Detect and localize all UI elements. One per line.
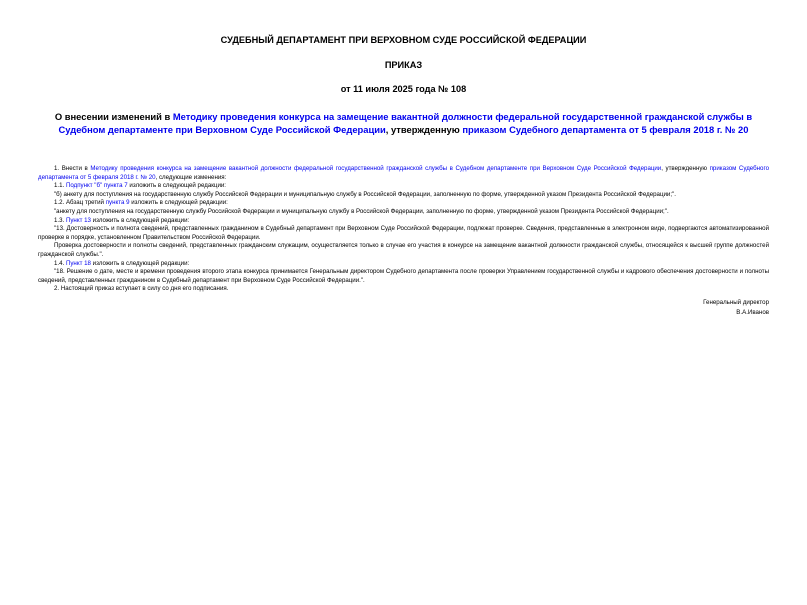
title-middle: , утвержденную	[385, 124, 463, 135]
paragraph-1-2-text: "анкету для поступления на государственную службу Российской Федерации и муниципальную службу в Российской Федерации, заполненную по форме, утвержденной указом Президента Российской Федерации;".	[54, 207, 669, 215]
paragraph-1-1-suffix: изложить в следующей редакции:	[127, 182, 227, 190]
order-link[interactable]: приказом Судебного департамента от 5 февраля 2018 г. № 20	[38, 165, 769, 181]
paragraph-1-2	[38, 199, 769, 208]
point-9-link[interactable]: пункта 9	[105, 199, 130, 207]
signatory-position: Генеральный директор	[703, 298, 769, 306]
signature-block	[38, 298, 769, 318]
document-type: ПРИКАЗ	[384, 60, 423, 70]
paragraph-1-mid: , утвержденную	[661, 165, 710, 172]
paragraph-1-1-prefix: 1.1.	[54, 182, 66, 190]
point-18-link[interactable]: Пункт 18	[65, 259, 91, 267]
paragraph-1-1-text: "б) анкету для поступления на государственную службу Российской Федерации и муниципальную службу в Российской Федерации, заполненную по форме, утвержденной указом Президента Российской Федерации;".	[54, 190, 676, 198]
document-date-number: от 11 июля 2025 года № 108	[340, 84, 467, 94]
document-title	[44, 110, 763, 136]
document-page	[0, 34, 807, 605]
signatory-name: В.А.Иванов	[736, 308, 769, 316]
subpoint-b-link[interactable]: Подпункт "б"	[65, 182, 103, 190]
paragraph-1-3-prefix: 1.3.	[54, 216, 66, 224]
paragraph-1-3-text-2: Проверка достоверности и полноты сведений, представленных гражданским служащим, осуществляется только в случае его участия в конкурсе на замещение вакантной должности гражданской службы, относящейся к высшей группе должностей гражданской службы.".	[38, 242, 769, 258]
paragraph-1-1	[38, 182, 769, 191]
paragraph-1-4-prefix: 1.4.	[54, 259, 66, 267]
paragraph-1-4	[38, 260, 769, 269]
paragraph-1-3-suffix: изложить в следующей редакции:	[90, 216, 190, 224]
paragraph-1	[38, 165, 769, 182]
paragraph-1-suffix: , следующие изменения:	[155, 173, 227, 181]
document-body	[38, 165, 769, 294]
paragraph-1-4-text: "18. Решение о дате, месте и времени проведения второго этапа конкурса принимается Генеральным директором Судебного департамента после проверки Управлением государственной службы и кадрового обеспечения достоверности и полноты сведений, представленных гражданином в Судебный департамент при Верховном Суде Российской Федерации.".	[38, 268, 769, 284]
organization-name: СУДЕБНЫЙ ДЕПАРТАМЕНТ ПРИ ВЕРХОВНОМ СУДЕ РОССИЙСКОЙ ФЕДЕРАЦИИ	[220, 35, 587, 45]
paragraph-1-3	[38, 217, 769, 226]
point-7-link[interactable]: пункта 7	[103, 182, 128, 190]
point-13-link[interactable]: Пункт 13	[65, 216, 91, 224]
paragraph-1-3-text-1: "13. Достоверность и полнота сведений, представленных гражданином в Судебный департамент при Верховном Суде Российской Федерации, подлежат проверке. Сведения, представленные в электронном виде, подвергаются автоматизированной проверке в порядке, установленном Правительством Российской Федерации.	[38, 225, 769, 241]
paragraph-1-2-suffix: изложить в следующей редакции:	[129, 199, 228, 207]
paragraph-2: 2. Настоящий приказ вступает в силу со дня его подписания.	[54, 285, 229, 293]
methodology-link[interactable]: Методику проведения конкурса на замещение вакантной должности федеральной государственной гражданской службы в Судебном департаменте при Верховном Суде Российской Федерации	[90, 165, 662, 172]
paragraph-1-prefix: 1. Внести в	[54, 165, 91, 172]
paragraph-1-2-prefix: 1.2. Абзац третий	[54, 199, 106, 207]
title-prefix: О внесении изменений в	[54, 111, 173, 122]
paragraph-1-4-suffix: изложить в следующей редакции:	[90, 259, 190, 267]
title-methodology-link[interactable]: Методику проведения конкурса на замещение вакантной должности федеральной государственной гражданской службы в Судебном департаменте при Верховном Суде Российской Федерации	[58, 111, 753, 135]
title-order-link[interactable]: приказом Судебного департамента от 5 февраля 2018 г. № 20	[462, 124, 749, 135]
